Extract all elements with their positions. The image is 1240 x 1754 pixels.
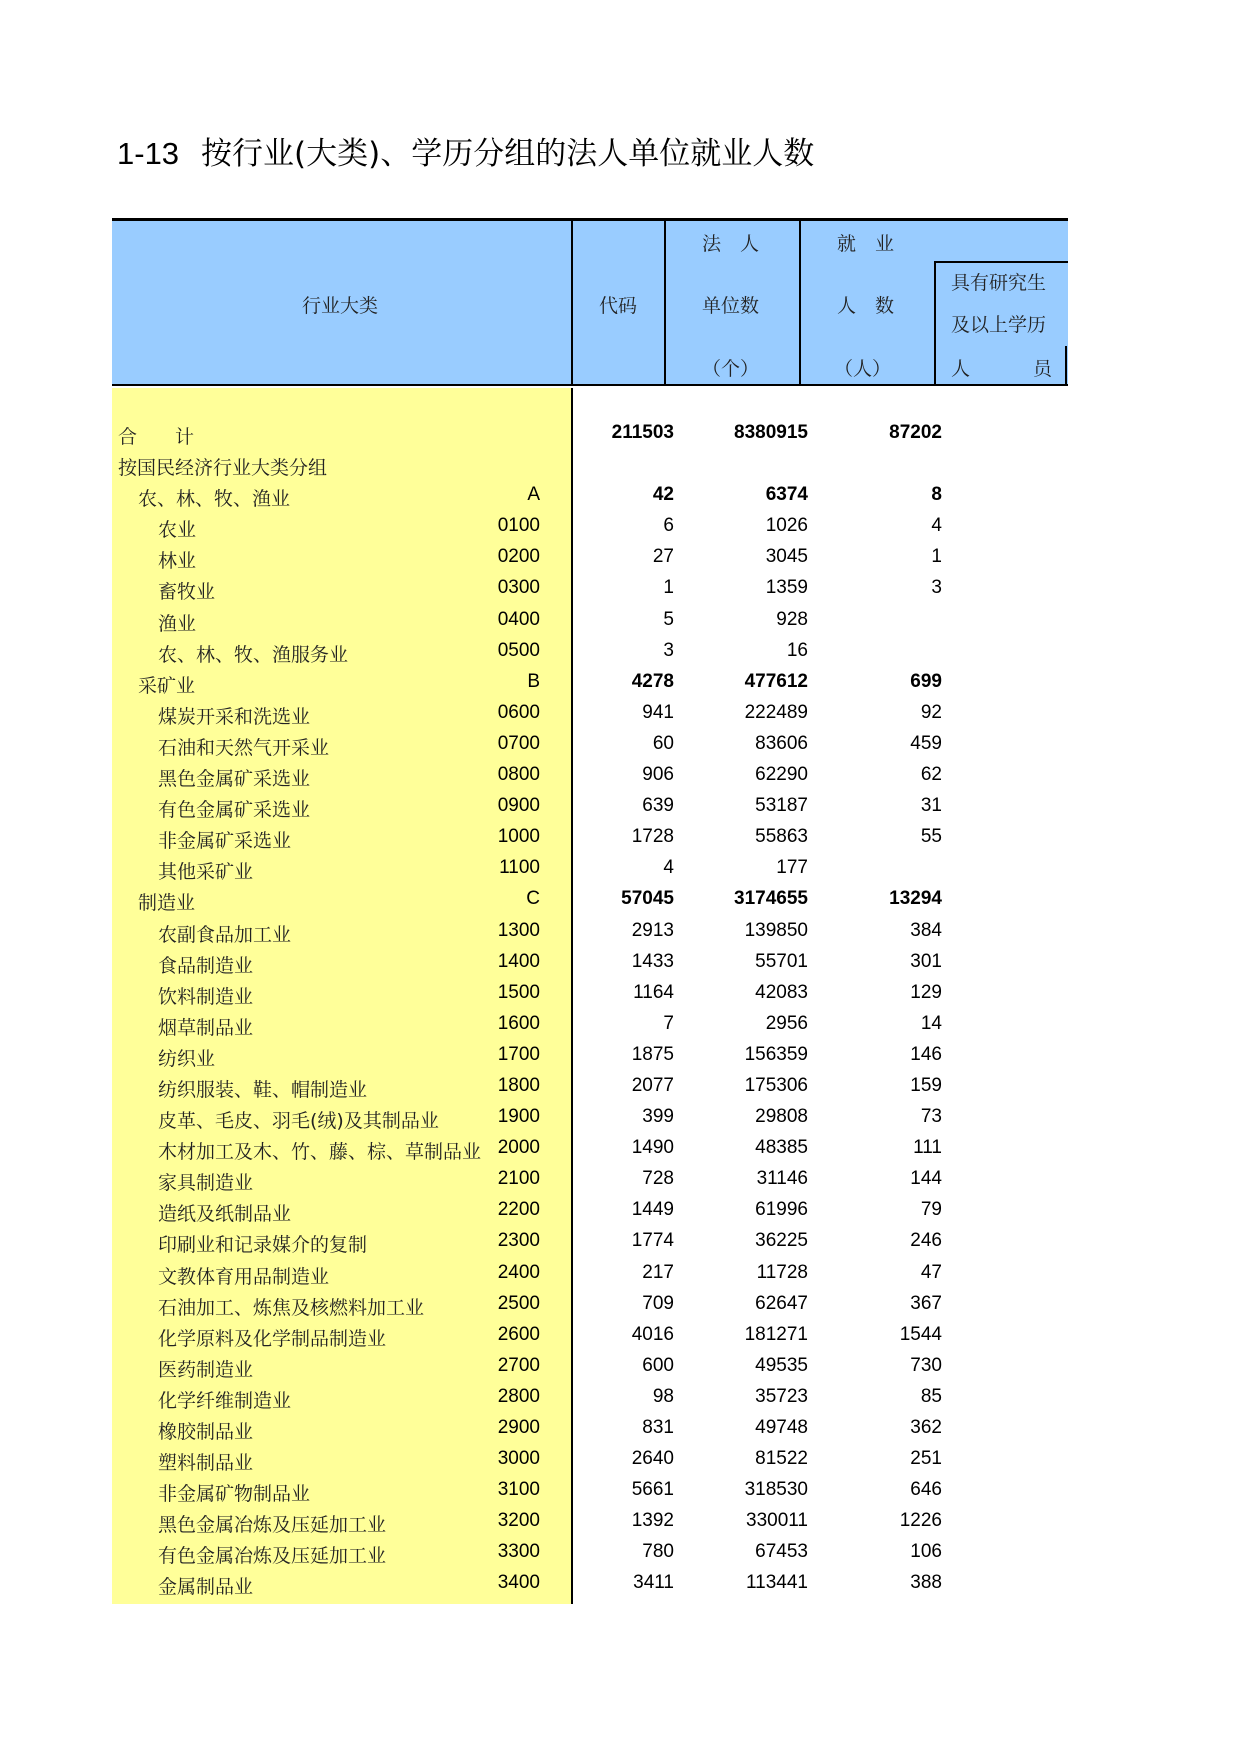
row-units: 1875 [631, 1043, 674, 1065]
row-industry: 农副食品加工业 [158, 923, 292, 946]
row-graduates: 459 [910, 732, 942, 754]
header-divider [664, 221, 666, 386]
row-code: 1900 [497, 1106, 540, 1128]
table-row [112, 449, 1068, 480]
row-code: 0700 [497, 732, 540, 754]
table-header [112, 218, 1068, 386]
header-units-bot: （个） [702, 358, 760, 380]
row-code: 1000 [497, 826, 540, 848]
row-code: 1800 [497, 1074, 540, 1096]
row-graduates: 362 [910, 1417, 942, 1438]
table-row [112, 1102, 1068, 1133]
row-graduates: 47 [920, 1261, 942, 1283]
row-industry: 农业 [158, 519, 197, 542]
row-employed: 81522 [755, 1448, 808, 1470]
row-industry: 渔业 [158, 612, 197, 635]
row-units: 639 [642, 795, 674, 817]
table-row [112, 511, 1068, 542]
row-industry: 食品制造业 [158, 954, 254, 977]
row-employed: 62647 [755, 1292, 808, 1314]
row-employed: 6374 [765, 484, 808, 506]
row-units: 5661 [631, 1479, 674, 1501]
row-units: 831 [642, 1417, 674, 1438]
table-row [112, 636, 1068, 667]
row-industry: 皮革、毛皮、羽毛(绒)及其制品业 [158, 1110, 439, 1133]
row-employed: 330011 [746, 1510, 808, 1532]
header-employed-mid: 人 数 [837, 295, 895, 317]
table-row [112, 947, 1068, 978]
table-row [112, 1351, 1068, 1382]
row-graduates: 1226 [899, 1510, 942, 1532]
row-graduates: 13294 [889, 888, 942, 910]
table-title: 按行业(大类)、学历分组的法人单位就业人数 [201, 136, 815, 172]
row-employed: 318530 [744, 1479, 808, 1501]
header-employed-top: 就 业 [837, 233, 895, 255]
row-employed: 181271 [744, 1323, 808, 1345]
row-graduates: 144 [910, 1168, 942, 1190]
row-units: 4278 [631, 670, 674, 692]
row-code: 3100 [497, 1479, 540, 1501]
row-code: 2200 [497, 1199, 540, 1221]
row-graduates: 1 [931, 546, 942, 568]
row-graduates: 730 [910, 1354, 942, 1376]
row-employed: 48385 [755, 1137, 808, 1159]
table-body [112, 418, 1068, 1600]
row-industry: 化学纤维制造业 [158, 1389, 292, 1412]
row-graduates: 251 [910, 1448, 942, 1470]
table-row [112, 760, 1068, 791]
table-row [112, 698, 1068, 729]
table-row [112, 1258, 1068, 1289]
row-units: 1449 [631, 1199, 674, 1221]
row-graduates: 73 [920, 1106, 942, 1128]
row-graduates: 106 [910, 1541, 942, 1563]
row-code: 0400 [497, 608, 540, 630]
row-graduates: 3 [931, 577, 942, 599]
row-industry: 文教体育用品制造业 [158, 1265, 330, 1288]
row-units: 2077 [631, 1074, 674, 1096]
row-units: 1774 [631, 1230, 674, 1252]
row-code: 0300 [497, 577, 540, 599]
row-graduates: 129 [910, 981, 942, 1003]
row-graduates: 4 [931, 515, 942, 537]
row-code: 0500 [497, 639, 540, 661]
table-row [112, 853, 1068, 884]
table-row [112, 1040, 1068, 1071]
row-employed: 3045 [765, 546, 808, 568]
row-employed: 11728 [756, 1261, 808, 1283]
header-divider [799, 221, 801, 386]
row-code: 2500 [497, 1292, 540, 1314]
row-code: 3400 [497, 1572, 540, 1594]
row-graduates: 87202 [889, 422, 942, 443]
row-units: 57045 [621, 888, 674, 910]
row-graduates: 384 [910, 919, 942, 941]
table-row [112, 1537, 1068, 1568]
header-units-top: 法 人 [702, 233, 760, 255]
row-units: 27 [652, 546, 674, 568]
row-employed: 35723 [755, 1385, 808, 1407]
row-units: 1 [663, 577, 674, 599]
row-employed: 139850 [744, 919, 808, 941]
row-industry: 农、林、牧、渔服务业 [158, 643, 349, 666]
table-row [112, 1195, 1068, 1226]
row-code: 2700 [497, 1354, 540, 1376]
row-units: 98 [652, 1385, 674, 1407]
row-code: 1700 [497, 1043, 540, 1065]
row-employed: 3174655 [734, 888, 808, 910]
row-graduates: 146 [910, 1043, 942, 1065]
row-units: 217 [642, 1261, 674, 1283]
row-units: 941 [642, 701, 674, 723]
row-employed: 53187 [755, 795, 808, 817]
row-industry: 塑料制品业 [158, 1452, 254, 1475]
row-industry: 橡胶制品业 [158, 1421, 254, 1443]
row-units: 6 [663, 515, 674, 537]
row-employed: 113441 [746, 1572, 808, 1594]
row-units: 42 [652, 484, 674, 506]
row-units: 60 [652, 732, 674, 754]
row-code: 2100 [497, 1168, 540, 1190]
row-employed: 42083 [755, 981, 808, 1003]
table-row [112, 1413, 1068, 1444]
row-units: 399 [642, 1106, 674, 1128]
row-employed: 928 [776, 608, 808, 630]
row-industry: 林业 [158, 550, 197, 573]
row-units: 1728 [631, 826, 674, 848]
row-units: 2913 [631, 919, 674, 941]
header-grad-line3a: 人 [951, 358, 971, 380]
row-employed: 55863 [755, 826, 808, 848]
header-industry: 行业大类 [302, 295, 379, 317]
row-code: 2300 [497, 1230, 540, 1252]
row-graduates: 8 [931, 484, 942, 506]
row-code: 3000 [497, 1448, 540, 1470]
row-employed: 8380915 [734, 422, 808, 443]
row-code: 0100 [497, 515, 540, 537]
row-industry: 煤炭开采和洗选业 [158, 705, 311, 728]
row-units: 780 [642, 1541, 674, 1563]
table-row [112, 1226, 1068, 1257]
header-subline [934, 261, 1068, 263]
table-row [112, 916, 1068, 947]
row-graduates: 55 [920, 826, 942, 848]
row-employed: 222489 [744, 701, 808, 723]
row-industry: 农、林、牧、渔业 [138, 488, 291, 511]
row-code: 2400 [497, 1261, 540, 1283]
row-employed: 36225 [755, 1230, 808, 1252]
row-code: 1100 [499, 857, 540, 879]
row-employed: 83606 [755, 732, 808, 754]
row-employed: 49535 [755, 1354, 808, 1376]
row-units: 728 [642, 1168, 674, 1190]
table-row [112, 605, 1068, 636]
header-divider [571, 221, 573, 386]
row-units: 211503 [611, 422, 674, 443]
row-units: 7 [663, 1012, 674, 1034]
row-code: A [527, 484, 540, 506]
row-code: 2900 [497, 1417, 540, 1438]
row-industry: 按国民经济行业大类分组 [118, 457, 328, 480]
row-graduates: 367 [910, 1292, 942, 1314]
row-units: 1433 [631, 950, 674, 972]
row-units: 3 [663, 639, 674, 661]
row-industry: 合 计 [118, 426, 195, 448]
table-row [112, 1444, 1068, 1475]
row-code: 1400 [497, 950, 540, 972]
table-row [112, 1009, 1068, 1040]
header-grad-line1: 具有研究生 [951, 272, 1047, 294]
row-employed: 156359 [744, 1043, 808, 1065]
row-graduates: 301 [910, 950, 942, 972]
table-row [112, 978, 1068, 1009]
row-industry: 非金属矿物制品业 [158, 1483, 311, 1506]
row-employed: 49748 [755, 1417, 808, 1438]
row-code: 3300 [497, 1541, 540, 1563]
row-units: 3411 [633, 1572, 674, 1594]
row-industry: 印刷业和记录媒介的复制 [158, 1234, 368, 1257]
row-employed: 477612 [744, 670, 808, 692]
row-code: 3200 [497, 1510, 540, 1532]
row-units: 906 [642, 764, 674, 786]
row-units: 1392 [631, 1510, 674, 1532]
row-industry: 有色金属冶炼及压延加工业 [158, 1545, 387, 1568]
table-row [112, 1133, 1068, 1164]
row-graduates: 246 [910, 1230, 942, 1252]
row-industry: 采矿业 [138, 674, 196, 697]
row-units: 600 [642, 1354, 674, 1376]
table-row [112, 822, 1068, 853]
row-industry: 烟草制品业 [158, 1016, 254, 1039]
row-industry: 黑色金属矿采选业 [158, 768, 311, 791]
row-code: 2000 [497, 1137, 540, 1159]
header-units-mid: 单位数 [702, 295, 760, 317]
row-employed: 1026 [765, 515, 808, 537]
row-employed: 175306 [744, 1074, 808, 1096]
row-code: 0600 [497, 701, 540, 723]
row-units: 4 [663, 857, 674, 879]
row-industry: 木材加工及木、竹、藤、棕、草制品业 [158, 1141, 482, 1164]
table-row [112, 667, 1068, 698]
table-row [112, 1568, 1068, 1599]
row-code: 0200 [497, 546, 540, 568]
row-code: C [526, 888, 540, 910]
row-employed: 62290 [755, 764, 808, 786]
row-units: 2640 [631, 1448, 674, 1470]
row-units: 4016 [631, 1323, 674, 1345]
row-employed: 29808 [755, 1106, 808, 1128]
row-graduates: 85 [920, 1385, 942, 1407]
table-row [112, 1071, 1068, 1102]
row-industry: 化学原料及化学制品制造业 [158, 1327, 387, 1350]
row-graduates: 31 [920, 795, 942, 817]
row-graduates: 388 [910, 1572, 942, 1594]
table-row [112, 1382, 1068, 1413]
row-industry: 造纸及纸制品业 [158, 1203, 292, 1226]
row-industry: 金属制品业 [158, 1576, 254, 1599]
table-row [112, 1289, 1068, 1320]
row-industry: 制造业 [138, 892, 196, 915]
table-row [112, 1506, 1068, 1537]
table-row [112, 1475, 1068, 1506]
row-employed: 61996 [755, 1199, 808, 1221]
row-code: 0800 [497, 764, 540, 786]
row-industry: 纺织服装、鞋、帽制造业 [158, 1078, 368, 1101]
row-code: 2600 [497, 1323, 540, 1345]
row-code: 1500 [497, 981, 540, 1003]
row-units: 1490 [631, 1137, 674, 1159]
row-employed: 177 [776, 857, 808, 879]
row-industry: 石油和天然气开采业 [158, 736, 330, 759]
row-graduates: 159 [910, 1074, 942, 1096]
row-employed: 67453 [755, 1541, 808, 1563]
row-code: 2800 [497, 1385, 540, 1407]
row-employed: 1359 [765, 577, 808, 599]
table-row [112, 1164, 1068, 1195]
row-industry: 家具制造业 [158, 1172, 254, 1195]
table-number: 1-13 [117, 136, 180, 171]
table-row [112, 884, 1068, 915]
row-code: 1600 [497, 1012, 540, 1034]
row-code: 0900 [497, 795, 540, 817]
row-industry: 饮料制造业 [158, 985, 254, 1008]
row-units: 709 [642, 1292, 674, 1314]
row-graduates: 699 [910, 670, 942, 692]
header-divider [1065, 346, 1067, 386]
row-graduates: 79 [920, 1199, 942, 1221]
row-graduates: 111 [913, 1137, 942, 1159]
table-row [112, 480, 1068, 511]
row-code: B [527, 670, 540, 692]
table-row [112, 418, 1068, 449]
row-employed: 2956 [765, 1012, 808, 1034]
row-graduates: 92 [920, 701, 942, 723]
page-title [117, 128, 814, 173]
header-grad-line2: 及以上学历 [951, 314, 1047, 336]
row-units: 1164 [633, 981, 674, 1003]
table-row [112, 791, 1068, 822]
row-graduates: 1544 [899, 1323, 942, 1345]
row-industry: 有色金属矿采选业 [158, 799, 311, 822]
header-employed-bot: （人） [834, 358, 892, 380]
header-code: 代码 [599, 295, 638, 317]
table-row [112, 1320, 1068, 1351]
row-industry: 石油加工、炼焦及核燃料加工业 [158, 1296, 425, 1319]
row-industry: 纺织业 [158, 1047, 216, 1070]
row-employed: 16 [786, 639, 808, 661]
row-industry: 非金属矿采选业 [158, 830, 292, 853]
table-row [112, 542, 1068, 573]
table-row [112, 573, 1068, 604]
row-industry: 其他采矿业 [158, 861, 254, 884]
row-industry: 医药制造业 [158, 1358, 254, 1381]
row-graduates: 646 [910, 1479, 942, 1501]
header-divider [934, 261, 936, 386]
row-employed: 55701 [755, 950, 808, 972]
row-employed: 31146 [756, 1168, 808, 1190]
row-units: 5 [663, 608, 674, 630]
table-row [112, 729, 1068, 760]
row-industry: 黑色金属冶炼及压延加工业 [158, 1514, 387, 1537]
row-code: 1300 [497, 919, 540, 941]
row-industry: 畜牧业 [158, 581, 216, 604]
row-graduates: 62 [920, 764, 942, 786]
row-graduates: 14 [920, 1012, 942, 1034]
header-grad-line3b: 员 [1033, 358, 1053, 380]
